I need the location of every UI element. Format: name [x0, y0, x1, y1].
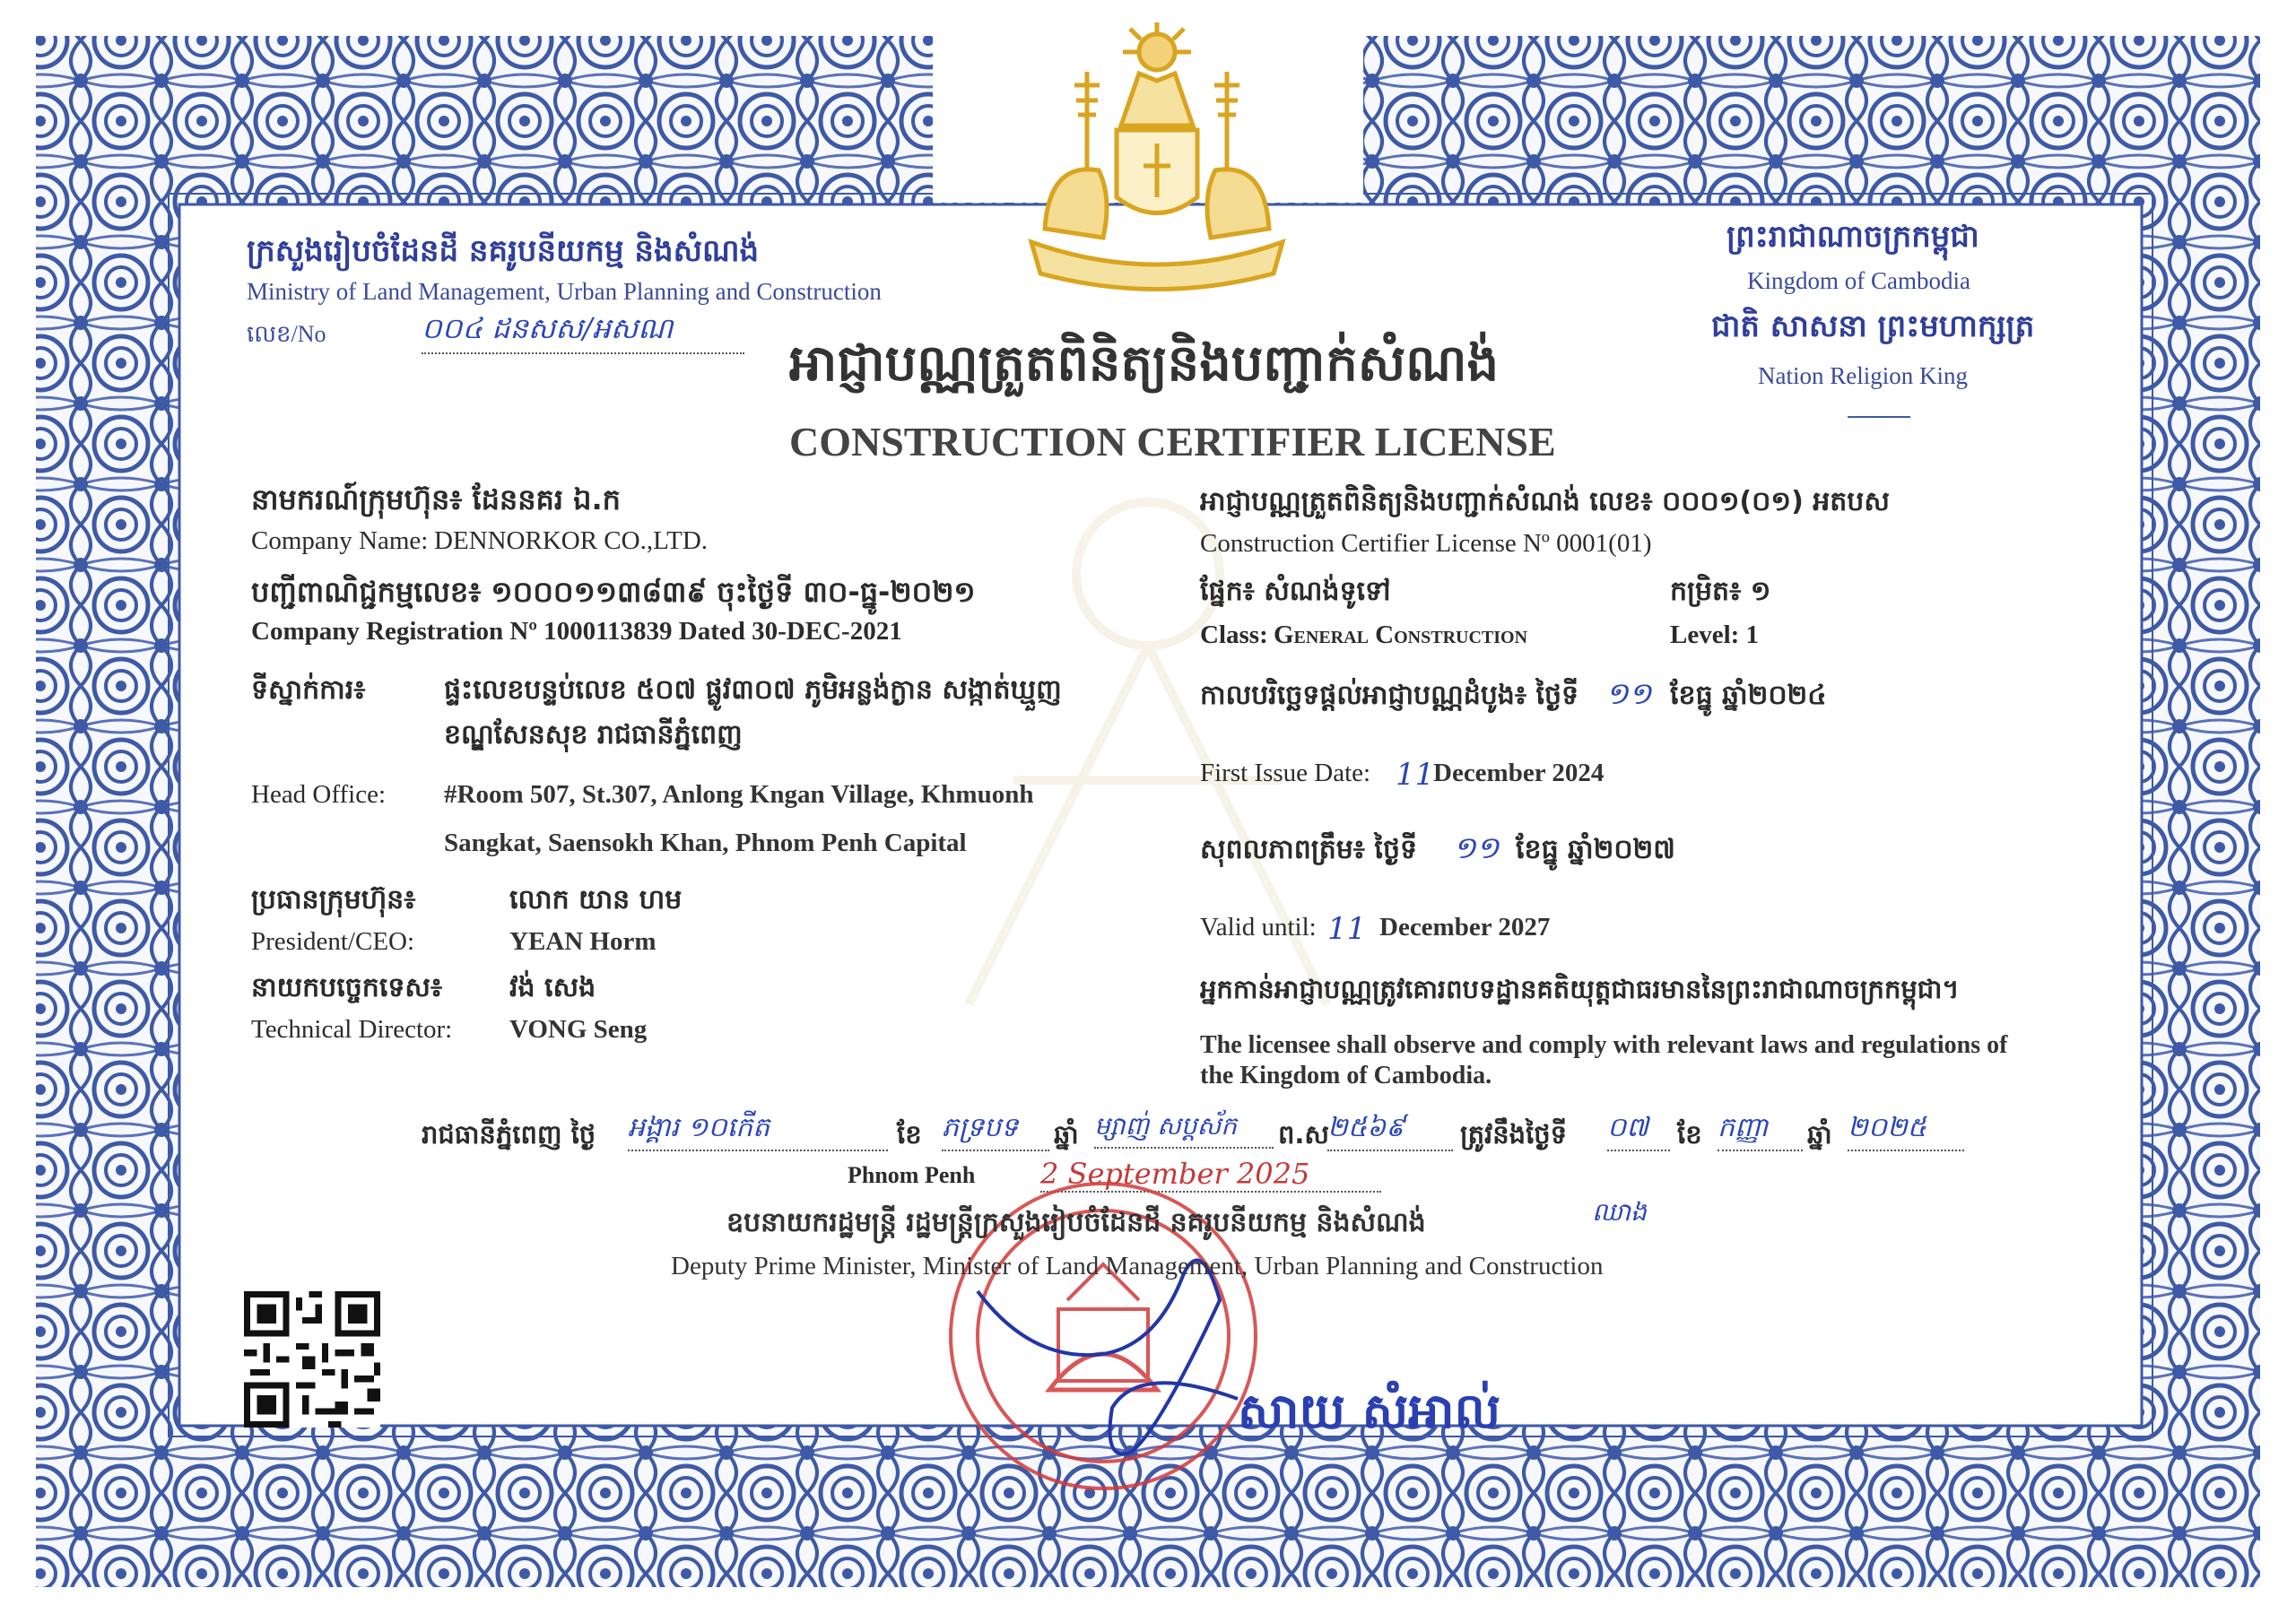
president-khmer-value: លោក យាន ហម — [509, 884, 683, 916]
technical-director-label: Technical Director: — [251, 1015, 453, 1044]
footer-corresponding-month-label: ខែ — [1677, 1119, 1702, 1150]
footer-be-year: ២៥៦៩ — [1327, 1110, 1453, 1151]
first-issue-khmer-prefix: កាលបរិច្ឆេទផ្តល់អាជ្ញាបណ្ណដំបូង៖ ថ្ងៃទី — [1200, 680, 1579, 711]
motto-khmer: ជាតិ សាសនា ព្រះមហាក្សត្រ — [1711, 308, 2035, 344]
president-label: President/CEO: — [251, 927, 415, 956]
royal-emblem-icon — [1013, 18, 1300, 296]
footer-date-month-label: ខែ — [897, 1119, 922, 1150]
compliance-english-line1: The licensee shall observe and comply with relevant laws and regulations of — [1200, 1031, 2008, 1059]
title-english: CONSTRUCTION CERTIFIER LICENSE — [789, 419, 1556, 464]
head-office-line1: #Room 507, St.307, Anlong Kngan Village, Khmuonh — [444, 780, 1034, 809]
first-issue-day: 11 — [1396, 757, 1435, 793]
first-issue-khmer-day: ១១ — [1605, 676, 1652, 712]
signer-title-khmer: ឧបនាយករដ្ឋមន្ត្រី រដ្ឋមន្ត្រីក្រសួងរៀបចំដែនដី នគរូបនីយកម្ម និងសំណង់ — [726, 1207, 1426, 1238]
document-number-value: ០០៤ ដនសស/អសណ — [422, 310, 744, 354]
head-office-label: Head Office: — [251, 780, 387, 809]
valid-until-khmer-day: ១១ — [1453, 830, 1500, 866]
valid-until-khmer-suffix: ខែធ្នូ ឆ្នាំ២០២៧ — [1516, 834, 1675, 865]
compliance-english-line2: the Kingdom of Cambodia. — [1200, 1062, 1492, 1089]
president-value: YEAN Horm — [509, 927, 657, 956]
footer-english-date: 2 September 2025 — [1040, 1157, 1381, 1193]
footer-city-english: Phnom Penh — [848, 1162, 976, 1188]
motto-english: Nation Religion King — [1758, 362, 1968, 389]
first-issue-khmer-suffix: ខែធ្នូ ឆ្នាំ២០២៤ — [1670, 680, 1827, 711]
technical-director-khmer-value: វង់ សេង — [509, 972, 596, 1003]
head-office-khmer-label: ទីស្នាក់ការ៖ — [251, 674, 366, 706]
valid-until-khmer-prefix: សុពលភាពត្រឹម៖ ថ្ងៃទី — [1200, 834, 1418, 865]
ministry-name-english: Ministry of Land Management, Urban Planning and Construction — [247, 278, 882, 305]
compliance-khmer: អ្នកកាន់អាជ្ញាបណ្ណត្រូវគោរពបទដ្ឋានគតិយុត្តជាធរមាននៃព្រះរាជាណាចក្រកម្ពុជា។ — [1200, 974, 1960, 1004]
first-issue-month-year: December 2024 — [1433, 759, 1605, 787]
footer-date-prefix: រាជធានីភ្នំពេញ ថ្ងៃ — [422, 1119, 596, 1150]
company-name-value: DENNORKOR CO.,LTD. — [434, 526, 709, 555]
signatory-name: សាយ សំអាល់ — [1238, 1383, 1501, 1439]
level-english: Level: 1 — [1670, 621, 1760, 649]
company-name-label: Company Name: — [251, 526, 429, 555]
footer-date-month: ភទ្របទ — [942, 1110, 1049, 1151]
technical-director-value: VONG Seng — [509, 1015, 648, 1044]
valid-until-day: 11 — [1327, 911, 1367, 947]
license-number-english: Construction Certifier License Nº 0001(01) — [1200, 529, 1652, 558]
document-number-label: លេខ/No — [247, 321, 326, 347]
title-khmer: អាជ្ញាបណ្ណត្រួតពិនិត្យនិងបញ្ជាក់សំណង់ — [789, 334, 1500, 393]
company-registration-english: Company Registration Nº 1000113839 Dated 30-DEC-2021 — [251, 617, 902, 646]
company-registration-khmer: បញ្ជីពាណិជ្ជកម្មលេខ៖ ១០០០១១៣៨៣៩ ចុះថ្ងៃទី ៣០-ធ្នូ-២០២១ — [251, 575, 976, 609]
head-office-khmer-line2: ខណ្ឌសែនសុខ រាជធានីភ្នំពេញ — [444, 719, 743, 751]
qr-code-icon — [244, 1291, 380, 1428]
kingdom-name-khmer: ព្រះរាជាណាចក្រកម្ពុជា — [1726, 219, 1979, 255]
class-value: General Construction — [1274, 621, 1528, 649]
footer-corresponding-year-label: ឆ្នាំ — [1807, 1119, 1832, 1150]
company-name-khmer: នាមករណ៍ក្រុមហ៊ុន៖ ដែននគរ ឯ.ក — [251, 482, 621, 516]
footer-corresponding-day: ០៧ — [1607, 1110, 1670, 1151]
head-office-line2: Sangkat, Saensokh Khan, Phnom Penh Capital — [444, 829, 967, 857]
president-khmer-label: ប្រធានក្រុមហ៊ុន៖ — [251, 884, 416, 916]
valid-until-label: Valid until: — [1200, 913, 1317, 942]
footer-corresponding-year: ២០២៥ — [1848, 1110, 1964, 1151]
footer-corresponding-label: ត្រូវនឹងថ្ងៃទី — [1460, 1119, 1568, 1150]
footer-corresponding-month: កញ្ញា — [1718, 1110, 1803, 1151]
footer-date-day: អង្គារ ១០កើត — [628, 1110, 888, 1151]
ministry-name-khmer: ក្រសួងរៀបចំដែនដី នគរូបនីយកម្ម និងសំណង់ — [247, 233, 760, 269]
footer-date-year-label: ឆ្នាំ — [1054, 1119, 1079, 1150]
level-khmer: កម្រិត៖ ១ — [1670, 576, 1771, 607]
signer-initials: ឈាង — [1592, 1197, 1647, 1227]
footer-date-year: ម្សាញ់ សប្តស័ក — [1094, 1110, 1274, 1149]
valid-until-month-year: December 2027 — [1379, 913, 1551, 942]
footer-be-label: ព.ស — [1278, 1119, 1330, 1150]
first-issue-label: First Issue Date: — [1200, 759, 1371, 787]
kingdom-name-english: Kingdom of Cambodia — [1747, 267, 1970, 294]
class-khmer: ផ្នែក៖ សំណង់ទូទៅ — [1200, 576, 1391, 607]
license-number-khmer: អាជ្ញាបណ្ណត្រួតពិនិត្យនិងបញ្ជាក់សំណង់ លេខ៖ ០០០១(០១) អតបស — [1200, 486, 1890, 517]
technical-director-khmer-label: នាយកបច្ចេកទេស៖ — [251, 972, 443, 1003]
signer-title-english: Deputy Prime Minister, Minister of Land Management, Urban Planning and Construction — [671, 1252, 1604, 1280]
class-label: Class: — [1200, 621, 1268, 649]
head-office-khmer-line1: ផ្ទះលេខបន្ទប់លេខ ៥០៧ ផ្លូវ៣០៧ ភូមិអន្លង់ក្ងាន សង្កាត់ឃ្មួញ — [444, 674, 1062, 706]
